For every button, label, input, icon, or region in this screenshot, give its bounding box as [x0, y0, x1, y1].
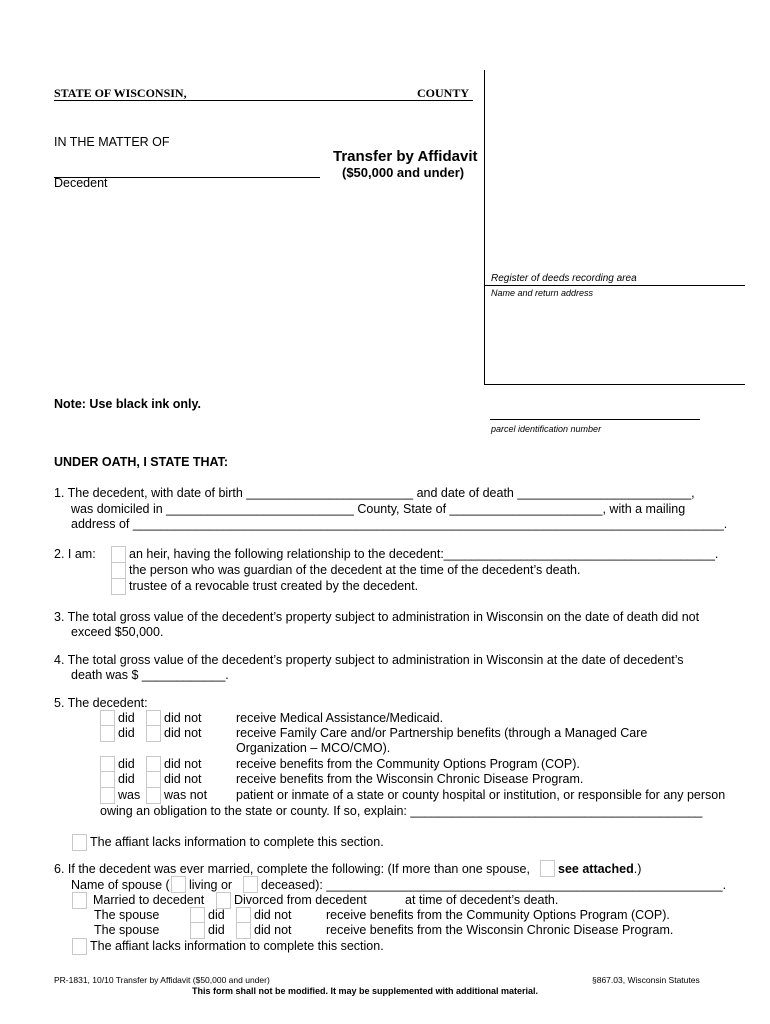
living-label: living or	[189, 878, 233, 892]
page-subtitle: ($50,000 and under)	[342, 165, 465, 180]
section1-line[interactable]: was domiciled in ___________________________ County, State of ______________________, with a mailing	[71, 502, 686, 516]
did-not-label: did not	[254, 923, 292, 937]
yes-checkbox[interactable]	[100, 725, 115, 742]
at-time-label: at time of decedent’s death.	[405, 893, 559, 907]
page-title: Transfer by Affidavit	[333, 148, 478, 165]
yes-checkbox[interactable]	[100, 787, 115, 804]
oath-heading: UNDER OATH, I STATE THAT:	[54, 455, 229, 469]
no-checkbox[interactable]	[146, 725, 161, 742]
married-checkbox[interactable]	[72, 892, 87, 909]
matter-label: IN THE MATTER OF	[54, 135, 170, 149]
living-checkbox[interactable]	[171, 876, 186, 893]
no-label: did not	[164, 711, 202, 725]
row-text: receive Family Care and/or Partnership benefits (through a Managed Care	[236, 726, 648, 740]
yes-label: did	[118, 757, 135, 771]
no-label: did not	[164, 772, 202, 786]
section2-lead: 2. I am:	[54, 547, 96, 561]
section1-line[interactable]: 1. The decedent, with date of birth ________________________ and date of death _________________________,	[54, 486, 695, 500]
close-paren: .)	[633, 862, 642, 876]
no-checkbox[interactable]	[146, 771, 161, 788]
section5-lead: 5. The decedent:	[54, 696, 148, 710]
statute-ref: §867.03, Wisconsin Statutes	[592, 975, 700, 985]
heir-checkbox[interactable]	[111, 546, 126, 563]
no-label: did not	[164, 726, 202, 740]
see-attached-label: see attached	[558, 862, 634, 876]
explain-field[interactable]: owing an obligation to the state or county. If so, explain: __________________________________________	[100, 804, 703, 818]
did-not-label: did not	[254, 908, 292, 922]
spouse-label: The spouse	[94, 908, 160, 922]
decedent-label: Decedent	[54, 176, 108, 190]
heir-option: an heir, having the following relationship to the decedent:_______________________________________.	[129, 547, 719, 561]
guardian-checkbox[interactable]	[111, 562, 126, 579]
row-text: receive benefits from the Community Options Program (COP).	[236, 757, 580, 771]
modification-notice: This form shall not be modified. It may be supplemented with additional material.	[192, 986, 539, 996]
section1-line[interactable]: address of _____________________________________________________________________________________.	[71, 517, 728, 531]
lacks-info-label: The affiant lacks information to complete this section.	[90, 939, 384, 953]
parcel-line[interactable]	[490, 419, 700, 420]
section3-text: 3. The total gross value of the decedent’s property subject to administration in Wisconsin on the date of death did not	[54, 610, 700, 624]
spouse-name-field[interactable]: deceased): _________________________________________________________.	[261, 878, 727, 892]
spouse-wcdp-didnot-checkbox[interactable]	[236, 922, 251, 939]
see-attached-checkbox[interactable]	[540, 860, 555, 877]
divider	[484, 285, 745, 286]
yes-label: was	[118, 788, 141, 802]
guardian-option: the person who was guardian of the decedent at the time of the decedent’s death.	[129, 563, 581, 577]
did-label: did	[208, 908, 225, 922]
trustee-checkbox[interactable]	[111, 578, 126, 595]
ink-note: Note: Use black ink only.	[54, 397, 202, 411]
register-label: Register of deeds recording area	[491, 273, 637, 284]
divorced-checkbox[interactable]	[216, 892, 231, 909]
spouse-lacks-info-checkbox[interactable]	[72, 938, 87, 955]
section3-text: exceed $50,000.	[71, 625, 164, 639]
state-label: STATE OF WISCONSIN,	[54, 86, 187, 100]
row-text: receive Medical Assistance/Medicaid.	[236, 711, 444, 725]
row-text: patient or inmate of a state or county hospital or institution, or responsible for any person	[236, 788, 726, 802]
yes-label: did	[118, 711, 135, 725]
no-label: did not	[164, 757, 202, 771]
form-number: PR-1831, 10/10 Transfer by Affidavit ($50,000 and under)	[54, 975, 270, 985]
cop-text: receive benefits from the Community Options Program (COP).	[326, 908, 670, 922]
parcel-label: parcel identification number	[491, 424, 602, 434]
county-label: COUNTY	[417, 86, 470, 100]
yes-checkbox[interactable]	[100, 771, 115, 788]
divorced-label: Divorced from decedent	[234, 893, 367, 907]
spouse-name-label: Name of spouse (	[71, 878, 170, 892]
married-label: Married to decedent	[93, 893, 205, 907]
did-label: did	[208, 923, 225, 937]
section4-text[interactable]: death was $ ____________.	[71, 668, 229, 682]
lacks-info-checkbox[interactable]	[72, 834, 87, 851]
no-label: was not	[164, 788, 208, 802]
no-checkbox[interactable]	[146, 787, 161, 804]
return-address-label: Name and return address	[491, 288, 594, 298]
deceased-checkbox[interactable]	[243, 876, 258, 893]
yes-label: did	[118, 726, 135, 740]
divider	[484, 70, 485, 385]
wcdp-text: receive benefits from the Wisconsin Chronic Disease Program.	[326, 923, 674, 937]
spouse-label: The spouse	[94, 923, 160, 937]
trustee-option: trustee of a revocable trust created by the decedent.	[129, 579, 419, 593]
row-text: receive benefits from the Wisconsin Chronic Disease Program.	[236, 772, 584, 786]
section4-text: 4. The total gross value of the decedent’s property subject to administration in Wisconsin at the date of decedent’s	[54, 653, 684, 667]
lacks-info-label: The affiant lacks information to complete this section.	[90, 835, 384, 849]
divider	[484, 384, 745, 385]
row-text: Organization – MCO/CMO).	[236, 741, 391, 755]
spouse-wcdp-did-checkbox[interactable]	[190, 922, 205, 939]
yes-label: did	[118, 772, 135, 786]
section6-lead: 6. If the decedent was ever married, complete the following: (If more than one spouse,	[54, 862, 530, 876]
